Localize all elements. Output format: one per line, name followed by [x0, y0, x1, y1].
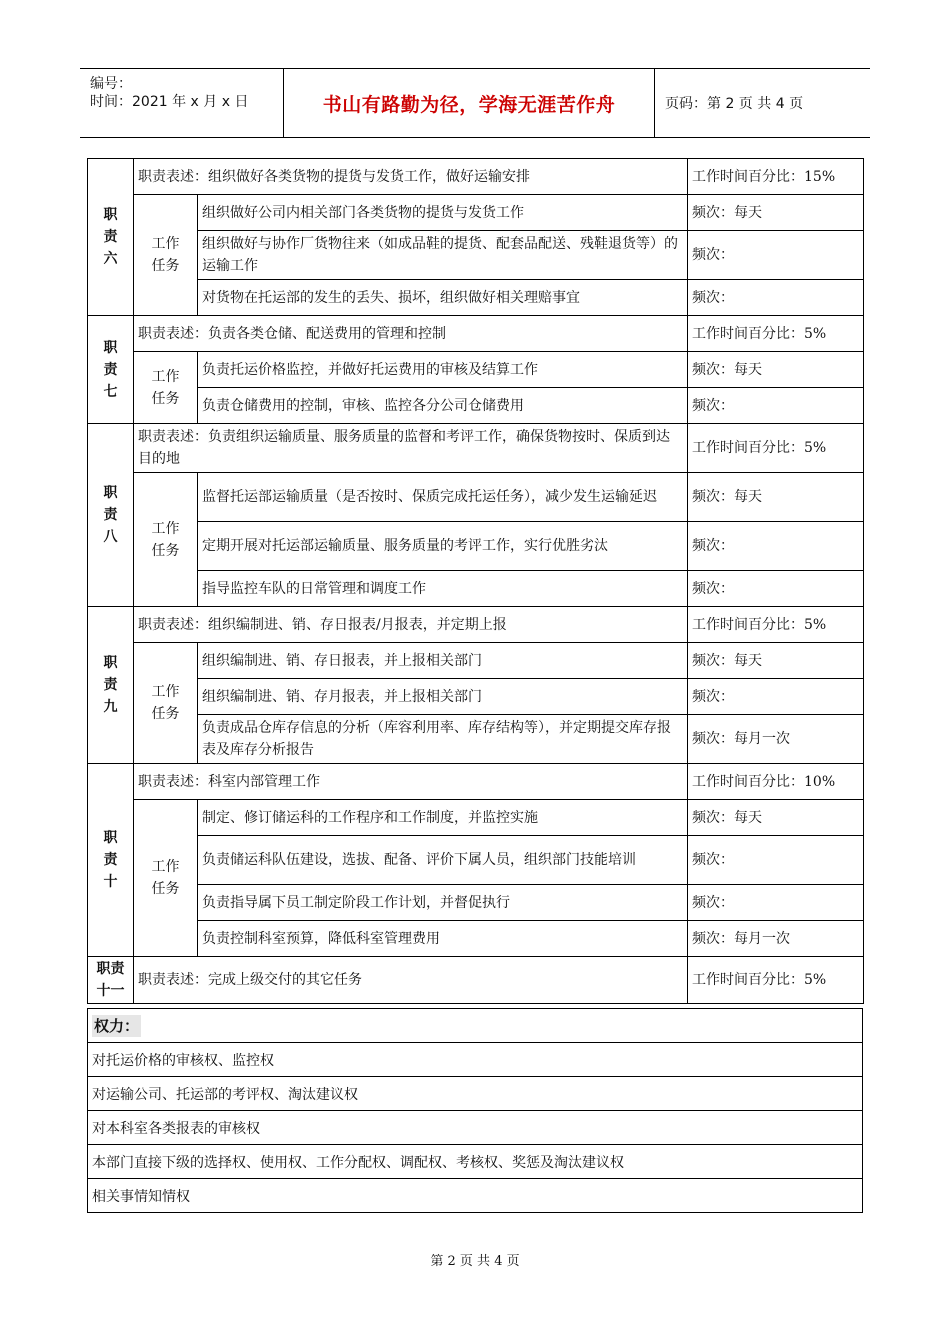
page-footer: 第 2 页 共 4 页 [430, 1254, 520, 1269]
power-item: 对本科室各类报表的审核权 [88, 1111, 863, 1145]
task-frequency: 频次： [688, 836, 864, 885]
task-frequency: 频次： [688, 679, 864, 715]
duty-statement: 职责表述：负责组织运输质量、服务质量的监督和考评工作，确保货物按时、保质到达目的地 [134, 424, 688, 473]
task-frequency: 频次：每天 [688, 643, 864, 679]
task-text: 定期开展对托运部运输质量、服务质量的考评工作，实行优胜劣汰 [198, 522, 688, 571]
header-meta [80, 69, 284, 137]
task-text: 指导监控车队的日常管理和调度工作 [198, 571, 688, 607]
task-frequency: 频次： [688, 231, 864, 280]
duty-percent: 工作时间百分比：10% [688, 764, 864, 800]
task-text: 制定、修订储运科的工作程序和工作制度，并监控实施 [198, 800, 688, 836]
duty-percent: 工作时间百分比：5% [688, 607, 864, 643]
duty-percent: 工作时间百分比：5% [688, 957, 864, 1004]
task-frequency: 频次：每天 [688, 473, 864, 522]
power-item: 对托运价格的审核权、监控权 [88, 1043, 863, 1077]
task-frequency: 频次：每天 [688, 352, 864, 388]
header-page-cell [655, 69, 870, 137]
document-date: 时间：2021 年 x 月 x 日 [90, 94, 249, 110]
power-table [87, 1008, 863, 1213]
task-text: 对货物在托运部的发生的丢失、损坏，组织做好相关理赔事宜 [198, 280, 688, 316]
duty-label: 职 责 七 [88, 316, 134, 424]
power-item: 对运输公司、托运部的考评权、淘汰建议权 [88, 1077, 863, 1111]
task-frequency: 频次： [688, 388, 864, 424]
header-motto-cell [284, 69, 655, 137]
duty-label: 职 责 六 [88, 159, 134, 316]
duty-statement: 职责表述：负责各类仓储、配送费用的管理和控制 [134, 316, 688, 352]
task-text: 负责托运价格监控，并做好托运费用的审核及结算工作 [198, 352, 688, 388]
task-frequency: 频次： [688, 280, 864, 316]
document-number: 编号： [90, 76, 132, 92]
duty-label: 职责 十一 [88, 957, 134, 1004]
task-text: 监督托运部运输质量（是否按时、保质完成托运任务），减少发生运输延迟 [198, 473, 688, 522]
task-frequency: 频次： [688, 571, 864, 607]
task-text: 负责控制科室预算，降低科室管理费用 [198, 921, 688, 957]
task-text: 负责成品仓库存信息的分析（库容利用率、库存结构等），并定期提交库存报表及库存分析报告 [198, 715, 688, 764]
task-text: 组织做好与协作厂货物往来（如成品鞋的提货、配套品配送、残鞋退货等）的运输工作 [198, 231, 688, 280]
task-text: 组织编制进、销、存日报表，并上报相关部门 [198, 643, 688, 679]
task-frequency: 频次：每天 [688, 195, 864, 231]
power-title: 权力： [94, 1017, 140, 1035]
header-motto: 书山有路勤为径，学海无涯苦作舟 [322, 93, 616, 116]
duty-statement: 职责表述：完成上级交付的其它任务 [134, 957, 688, 1004]
task-text: 组织编制进、销、存月报表，并上报相关部门 [198, 679, 688, 715]
task-label: 工作 任务 [134, 473, 198, 607]
power-item: 相关事情知情权 [88, 1179, 863, 1213]
duty-percent: 工作时间百分比：15% [688, 159, 864, 195]
task-frequency: 频次：每月一次 [688, 715, 864, 764]
power-item: 本部门直接下级的选择权、使用权、工作分配权、调配权、考核权、奖惩及淘汰建议权 [88, 1145, 863, 1179]
duty-percent: 工作时间百分比：5% [688, 316, 864, 352]
task-frequency: 频次：每月一次 [688, 921, 864, 957]
page-header [80, 68, 870, 138]
task-label: 工作 任务 [134, 352, 198, 424]
duty-percent: 工作时间百分比：5% [688, 424, 864, 473]
duty-statement: 职责表述：科室内部管理工作 [134, 764, 688, 800]
task-frequency: 频次：每天 [688, 800, 864, 836]
duty-table [87, 158, 864, 1004]
task-text: 负责储运科队伍建设，选拔、配备、评价下属人员，组织部门技能培训 [198, 836, 688, 885]
task-label: 工作 任务 [134, 643, 198, 764]
duty-label: 职 责 十 [88, 764, 134, 957]
task-text: 组织做好公司内相关部门各类货物的提货与发货工作 [198, 195, 688, 231]
power-title-cell [88, 1009, 863, 1043]
duty-label: 职 责 九 [88, 607, 134, 764]
task-text: 负责仓储费用的控制，审核、监控各分公司仓储费用 [198, 388, 688, 424]
header-page-info: 页码：第 2 页 共 4 页 [665, 96, 804, 112]
task-frequency: 频次： [688, 522, 864, 571]
task-frequency: 频次： [688, 885, 864, 921]
task-label: 工作 任务 [134, 800, 198, 957]
duty-statement: 职责表述：组织做好各类货物的提货与发货工作，做好运输安排 [134, 159, 688, 195]
task-text: 负责指导属下员工制定阶段工作计划，并督促执行 [198, 885, 688, 921]
task-label: 工作 任务 [134, 195, 198, 316]
duty-statement: 职责表述：组织编制进、销、存日报表/月报表，并定期上报 [134, 607, 688, 643]
duty-label: 职 责 八 [88, 424, 134, 607]
